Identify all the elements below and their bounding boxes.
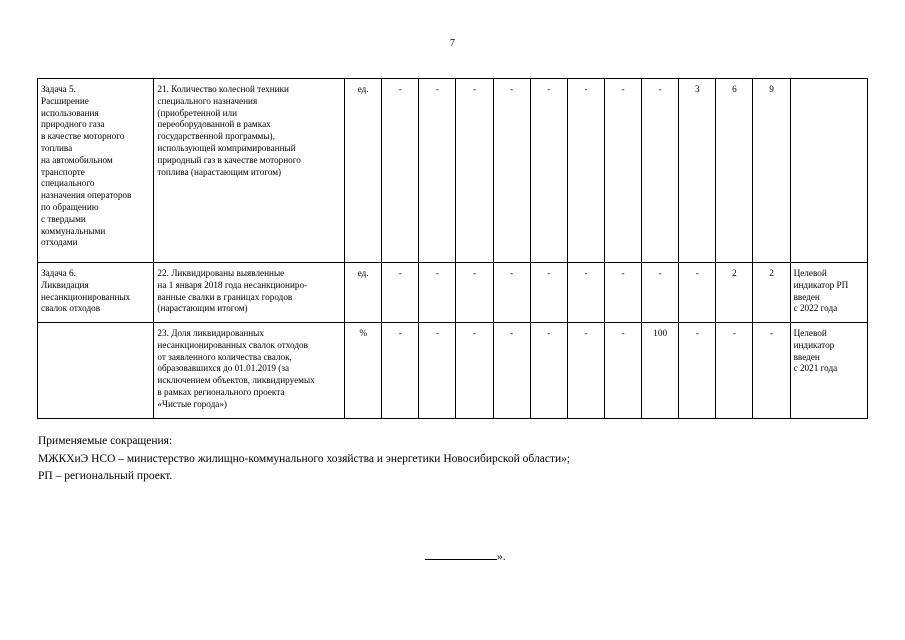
unit-cell: ед.: [345, 263, 382, 323]
value-cell: -: [604, 263, 641, 323]
table-row: [38, 323, 868, 419]
unit-cell: ед.: [345, 79, 382, 263]
value-cell: -: [530, 263, 567, 323]
value-cell: 9: [753, 79, 790, 263]
value-cell: -: [604, 323, 641, 419]
value-cell: -: [456, 323, 493, 419]
value-cell: -: [567, 79, 604, 263]
value-cell: -: [567, 263, 604, 323]
task-cell: Задача 6. Ликвидация несанкционированных свалок отходов: [38, 263, 154, 323]
value-cell: -: [382, 263, 419, 323]
abbreviation-mzhkhie: МЖКХиЭ НСО – министерство жилищно-коммунального хозяйства и энергетики Новосибирской области»;: [38, 452, 571, 465]
value-cell: -: [679, 263, 716, 323]
value-cell: -: [382, 323, 419, 419]
task-cell: Задача 5. Расширение использования природного газа в качестве моторного топлива на автомобильном транспорте специального назначения операторов по обращению с твердыми коммунальными отходами: [38, 79, 154, 263]
value-cell: -: [382, 79, 419, 263]
value-cell: -: [493, 263, 530, 323]
page-number: 7: [450, 38, 455, 49]
unit-cell: %: [345, 323, 382, 419]
table-row: [38, 263, 868, 323]
indicator-cell: 22. Ликвидированы выявленные на 1 января 2018 года несанкциониро- ванные свалки в границах городов (нарастающим итогом): [154, 263, 345, 323]
abbreviations-heading: Применяемые сокращения:: [38, 435, 173, 447]
value-cell: -: [456, 79, 493, 263]
value-cell: -: [419, 323, 456, 419]
value-cell: 2: [716, 263, 753, 323]
value-cell: -: [716, 323, 753, 419]
note-cell: Целевой индикатор введен с 2021 года: [790, 323, 867, 419]
abbreviation-rp: РП – региональный проект.: [38, 470, 173, 482]
task-cell: [38, 323, 154, 419]
value-cell: -: [679, 323, 716, 419]
value-cell: -: [419, 79, 456, 263]
value-cell: -: [530, 323, 567, 419]
indicator-cell: 21. Количество колесной техники специального назначения (приобретенной или переоборудованной в рамках государственной программы), использующей компримированный природный газ в качестве моторного топлива (нарастающим итогом): [154, 79, 345, 263]
abbreviations-block: [38, 433, 570, 486]
note-cell: [790, 79, 867, 263]
table-row: [38, 79, 868, 263]
closing-mark: [425, 547, 506, 563]
value-cell: -: [567, 323, 604, 419]
value-cell: -: [642, 263, 679, 323]
value-cell: -: [530, 79, 567, 263]
closing-quote: ».: [497, 551, 506, 563]
value-cell: 2: [753, 263, 790, 323]
signature-line: [425, 547, 497, 560]
indicator-cell: 23. Доля ликвидированных несанкционированных свалок отходов от заявленного количества свалок, образовавшихся до 01.01.2019 (за исключением объектов, ликвидируемых в рамках регионального проекта «Чистые города»): [154, 323, 345, 419]
value-cell: 6: [716, 79, 753, 263]
value-cell: -: [753, 323, 790, 419]
value-cell: 100: [642, 323, 679, 419]
value-cell: -: [456, 263, 493, 323]
note-cell: Целевой индикатор РП введен с 2022 года: [790, 263, 867, 323]
value-cell: -: [642, 79, 679, 263]
indicators-table: [37, 78, 868, 419]
value-cell: -: [493, 79, 530, 263]
value-cell: -: [493, 323, 530, 419]
value-cell: -: [419, 263, 456, 323]
value-cell: 3: [679, 79, 716, 263]
value-cell: -: [604, 79, 641, 263]
